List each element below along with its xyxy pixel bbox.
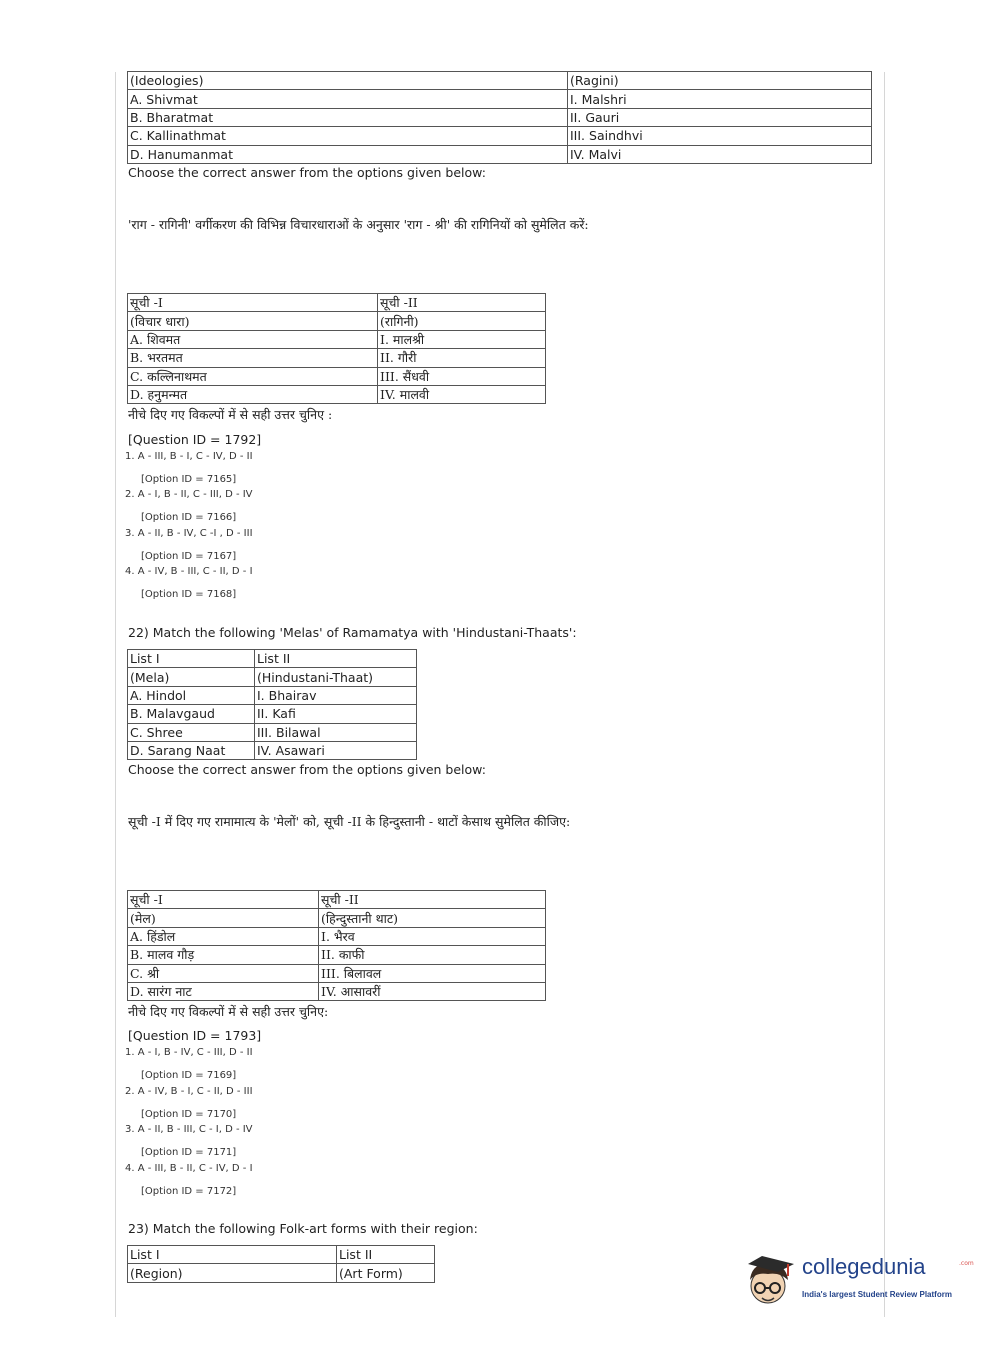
- table-row: (Ideologies) (Ragini): [128, 72, 872, 90]
- q21-option-2[interactable]: 2. A - I, B - II, C - III, D - IV: [125, 489, 253, 500]
- q21-option-2-id: [Option ID = 7166]: [141, 512, 237, 523]
- q21-option-1-id: [Option ID = 7165]: [141, 474, 237, 485]
- q23-heading: 23) Match the following Folk-art forms with their region:: [128, 1221, 478, 1236]
- q22-match-table-hi: [127, 890, 546, 1001]
- table-row: (Region) (Art Form): [128, 1264, 435, 1282]
- page-frame-right: [884, 72, 885, 1317]
- table-row: A. हिंडोल I. भैरव: [128, 927, 546, 945]
- q21-option-4-id: [Option ID = 7168]: [141, 589, 237, 600]
- table-row: B. Bharatmat II. Gauri: [128, 108, 872, 126]
- table-row: A. Hindol I. Bhairav: [128, 686, 417, 704]
- q22-option-3-id: [Option ID = 7171]: [141, 1147, 237, 1158]
- page-frame-left: [115, 72, 116, 1317]
- q21-option-3[interactable]: 3. A - II, B - IV, C -I , D - III: [125, 528, 253, 539]
- collegedunia-logo[interactable]: [742, 1250, 972, 1312]
- q22-option-1-id: [Option ID = 7169]: [141, 1070, 237, 1081]
- q21-match-table-en: [127, 71, 872, 164]
- q22-option-3[interactable]: 3. A - II, B - III, C - I, D - IV: [125, 1124, 253, 1135]
- table-row: B. Malavgaud II. Kafi: [128, 705, 417, 723]
- table-row: D. हनुमन्मत IV. मालवी: [128, 385, 546, 403]
- table-row: List I List II: [128, 650, 417, 668]
- table-row: B. भरतमत II. गौरी: [128, 349, 546, 367]
- q22-option-2[interactable]: 2. A - IV, B - I, C - II, D - III: [125, 1086, 253, 1097]
- table-row: D. सारंग नाट IV. आसावरीं: [128, 982, 546, 1000]
- q21-instruction-hi: नीचे दिए गए विकल्पों में से सही उत्तर चुनिए :: [128, 407, 333, 422]
- table-row: B. मालव गौड़ II. काफी: [128, 946, 546, 964]
- table-row: C. Kallinathmat III. Saindhvi: [128, 127, 872, 145]
- q22-option-4[interactable]: 4. A - III, B - II, C - IV, D - I: [125, 1163, 253, 1174]
- q22-heading: 22) Match the following 'Melas' of Ramamatya with 'Hindustani-Thaats':: [128, 625, 577, 640]
- q21-option-4[interactable]: 4. A - IV, B - III, C - II, D - I: [125, 566, 253, 577]
- q22-instruction-en: Choose the correct answer from the options given below:: [128, 762, 486, 777]
- table-row: A. Shivmat I. Malshri: [128, 90, 872, 108]
- q22-question-hindi: सूची -I में दिए गए रामामात्य के 'मेलों' को, सूची -II के हिन्दुस्तानी - थाटों केसाथ सुमेलित कीजिए:: [128, 814, 571, 829]
- q22-option-4-id: [Option ID = 7172]: [141, 1186, 237, 1197]
- table-row: A. शिवमत I. मालश्री: [128, 330, 546, 348]
- table-row: (मेल) (हिन्दुस्तानी थाट): [128, 909, 546, 927]
- q22-instruction-hi: नीचे दिए गए विकल्पों में से सही उत्तर चुनिए:: [128, 1004, 329, 1019]
- table-row: सूची -I सूची -II: [128, 294, 546, 312]
- table-row: C. कल्लिनाथमत III. सैंधवी: [128, 367, 546, 385]
- table-row: (विचार धारा) (रागिनी): [128, 312, 546, 330]
- table-row: सूची -I सूची -II: [128, 891, 546, 909]
- table-row: C. श्री III. बिलावल: [128, 964, 546, 982]
- logo-suffix: .com: [959, 1260, 974, 1267]
- mascot-icon: [742, 1250, 800, 1312]
- q21-question-hindi: 'राग - रागिनी' वर्गीकरण की विभिन्न विचारधाराओं के अनुसार 'राग - श्री' की रागिनियों को सुमेलित करें:: [128, 217, 589, 232]
- logo-wordmark: collegedunia: [802, 1254, 926, 1279]
- table-row: (Mela) (Hindustani-Thaat): [128, 668, 417, 686]
- q21-option-1[interactable]: 1. A - III, B - I, C - IV, D - II: [125, 451, 253, 462]
- q22-question-id: [Question ID = 1793]: [128, 1028, 262, 1043]
- table-row: List I List II: [128, 1246, 435, 1264]
- q21-question-id: [Question ID = 1792]: [128, 432, 262, 447]
- q22-option-1[interactable]: 1. A - I, B - IV, C - III, D - II: [125, 1047, 253, 1058]
- q21-instruction-en: Choose the correct answer from the options given below:: [128, 165, 486, 180]
- logo-tagline: India's largest Student Review Platform: [802, 1290, 952, 1299]
- q21-option-3-id: [Option ID = 7167]: [141, 551, 237, 562]
- q22-option-2-id: [Option ID = 7170]: [141, 1109, 237, 1120]
- q23-match-table-en: [127, 1245, 435, 1283]
- table-row: D. Sarang Naat IV. Asawari: [128, 741, 417, 759]
- table-row: D. Hanumanmat IV. Malvi: [128, 145, 872, 163]
- q22-match-table-en: [127, 649, 417, 760]
- table-row: C. Shree III. Bilawal: [128, 723, 417, 741]
- q21-match-table-hi: [127, 293, 546, 404]
